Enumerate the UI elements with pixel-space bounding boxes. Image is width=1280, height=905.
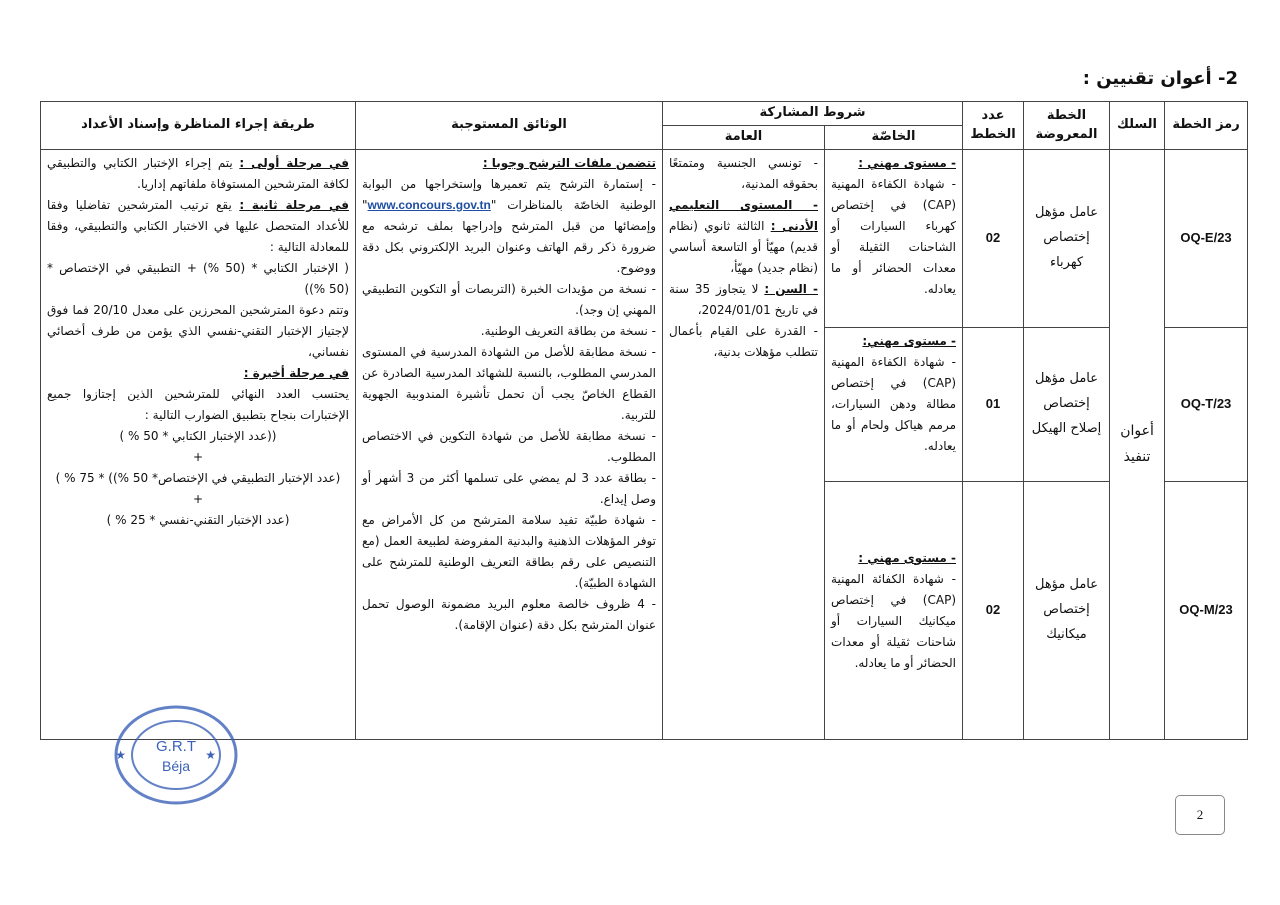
method-step-text: وتتم دعوة المترشحين المحرزين على معدل 20/10 فما فوق لإجتياز الإختبار التقني-نفسي الذي يؤمن من طرف أخصائي نفساني، xyxy=(47,303,349,359)
section-title: 2- أعوان تقنيين : xyxy=(1082,68,1238,89)
document-text: " وإمضائها من قبل المترشح وإدراجها بملف ترشحه مع ضرورة ذكر رقم الهاتف وعنوان البريد الإلكتروني بكل دقة ووضوح. xyxy=(362,198,656,275)
header-corps: السلك xyxy=(1110,102,1165,150)
plan-name: عامل مؤهل إختصاص ميكانيك xyxy=(1024,482,1110,740)
document-item: - 4 ظروف خالصة معلوم البريد مضمونة الوصول تحمل عنوان المترشح بكل دقة (عنوان الإقامة). xyxy=(362,597,656,632)
general-line: - تونسي الجنسية ومتمتعًا بحقوقه المدنية، xyxy=(669,156,819,191)
formula-plus: + xyxy=(192,492,204,506)
document-item: - بطاقة عدد 3 لم يمضي على تسلمها أكثر من 3 أشهر أو وصل إيداع. xyxy=(362,471,656,506)
plan-name: عامل مؤهل إختصاص كهرباء xyxy=(1024,150,1110,328)
plan-code: OQ-T/23 xyxy=(1165,328,1248,482)
corps-cell: أعوان تنفيذ xyxy=(1110,150,1165,740)
education-heading: - المستوى التعليمي الأدنى : xyxy=(669,198,819,233)
competition-method xyxy=(41,150,356,740)
concours-link[interactable]: www.concours.gov.tn xyxy=(367,198,491,212)
header-specific: الخاصّة xyxy=(825,126,963,150)
method-step xyxy=(47,363,349,384)
specific-heading: - مستوى مهني : xyxy=(858,550,957,565)
method-step-text: يتم إجراء الإختبار الكتابي والتطبيقي لكافة المترشحين المستوفاة ملفاتهم إداريا. xyxy=(47,156,349,191)
svg-text:★: ★ xyxy=(115,748,126,762)
education-text: الثالثة ثانوي (نظام قديم) مهيّأ أو التاسعة أساسي (نظام جديد) مهيّأ، xyxy=(669,219,819,275)
document-item: - نسخة مطابقة للأصل من شهادة التكوين في الاختصاص المطلوب. xyxy=(362,429,656,464)
plan-count: 02 xyxy=(963,482,1024,740)
document-text: - إستمارة الترشح يتم تعميرها وإستخراجها من البوابة الوطنية الخاصّة بالمناظرات " xyxy=(362,177,656,212)
recruitment-table xyxy=(40,101,1248,740)
plan-code: OQ-M/23 xyxy=(1165,482,1248,740)
plan-count: 01 xyxy=(963,328,1024,482)
document-item: - شهادة طبيّة تفيد سلامة المترشح من كل الأمراض مع توفر المؤهلات الذهنية والبدنية المفروضة لطبيعة العمل (مع التنصيص على رقم بطاقة التعريف الوطنية للمترشح على الشهادة الطبيّة). xyxy=(362,513,656,590)
method-formula: ( الإختبار الكتابي * (50 %) + التطبيقي في الإختصاص * (50 %)) xyxy=(47,261,349,296)
age-text: لا يتجاوز 35 سنة في تاريخ 2024/01/01، xyxy=(669,282,819,317)
specific-heading: - مستوى مهني : xyxy=(858,156,957,170)
specific-conditions xyxy=(825,328,963,482)
plan-code: OQ-E/23 xyxy=(1165,150,1248,328)
general-line xyxy=(669,279,818,321)
svg-text:★: ★ xyxy=(205,748,216,762)
method-formula: (عدد الإختبار التطبيقي في الإختصاص* 50 %)) * 75 % ) xyxy=(55,471,341,485)
stamp-city: Béja xyxy=(161,758,191,774)
general-line xyxy=(669,195,818,279)
method-formula: (عدد الإختبار التقني-نفسي * 25 % ) xyxy=(106,513,290,527)
method-step-heading: في مرحلة أخيرة : xyxy=(243,366,349,380)
documents-heading: تتضمن ملفات الترشح وجوبا : xyxy=(482,156,656,170)
document-item: - نسخة من مؤيدات الخبرة (التربصات أو التكوين التطبيقي المهني إن وجد). xyxy=(362,282,656,317)
required-documents xyxy=(356,150,663,740)
header-code: رمز الخطة xyxy=(1165,102,1248,150)
page-number: 2 xyxy=(1175,795,1225,835)
table-row xyxy=(41,150,1248,328)
header-general: العامة xyxy=(663,126,825,150)
document-item xyxy=(362,174,656,279)
specific-text: - شهادة الكفاءة المهنية (CAP) في إختصاص كهرباء السيارات أو الشاحنات الثقيلة أو معدات الحضائر أو ما يعادله. xyxy=(831,177,957,296)
specific-text: - شهادة الكفائة المهنية (CAP) في إختصاص ميكانيك السيارات أو شاحنات ثقيلة أو معدات الحضائر أو ما يعادله. xyxy=(831,571,957,670)
age-heading: - السن : xyxy=(764,282,818,296)
general-line: - القدرة على القيام بأعمال تتطلب مؤهلات بدنية، xyxy=(669,324,819,359)
method-formula: ((عدد الإختبار الكتابي * 50 % ) xyxy=(119,429,277,443)
specific-heading: - مستوى مهني: xyxy=(862,334,957,348)
document-item: - نسخة من بطاقة التعريف الوطنية. xyxy=(480,324,656,338)
method-step-text: يحتسب العدد النهائي للمترشحين الذين إجتازوا جميع الإختبارات بنجاح بتطبيق الضوارب التالية : xyxy=(47,387,349,422)
document-item: - نسخة مطابقة للأصل من الشهادة المدرسية في المستوى المدرسي المطلوب، بالنسبة للشهائد المدرسية الصادرة عن القطاع الخاصّ يجب أن تحمل تأشيرة المندوبية الجهوية للتربية. xyxy=(362,345,656,422)
plan-count: 02 xyxy=(963,150,1024,328)
method-step-text: يقع ترتيب المترشحين تفاضليا وفقا للأعداد المتحصل عليها في الاختبار الكتابي والتطبيقي، وفقا للمعادلة التالية : xyxy=(47,198,349,254)
stamp-text: G.R.T xyxy=(156,738,196,755)
header-method: طريقة إجراء المناظرة وإسناد الأعداد xyxy=(41,102,356,150)
header-conditions: شروط المشاركة xyxy=(663,102,963,126)
header-documents: الوثائق المستوجبة xyxy=(356,102,663,150)
header-count: عدد الخطط xyxy=(963,102,1024,150)
specific-text: - شهادة الكفاءة المهنية (CAP) في إختصاص مطالة ودهن السيارات، مرمم هياكل ولحام أو ما يعادله. xyxy=(831,355,957,453)
plan-name: عامل مؤهل إختصاص إصلاح الهيكل xyxy=(1024,328,1110,482)
method-step xyxy=(47,195,349,258)
method-step xyxy=(47,153,349,195)
header-plan: الخطة المعروضة xyxy=(1024,102,1110,150)
specific-conditions xyxy=(825,150,963,328)
method-step-heading: في مرحلة أولى : xyxy=(239,156,349,170)
official-stamp xyxy=(112,703,240,807)
general-conditions xyxy=(663,150,825,740)
specific-conditions xyxy=(825,482,963,740)
formula-plus: + xyxy=(192,450,204,464)
method-step-heading: في مرحلة ثانية : xyxy=(239,198,349,212)
